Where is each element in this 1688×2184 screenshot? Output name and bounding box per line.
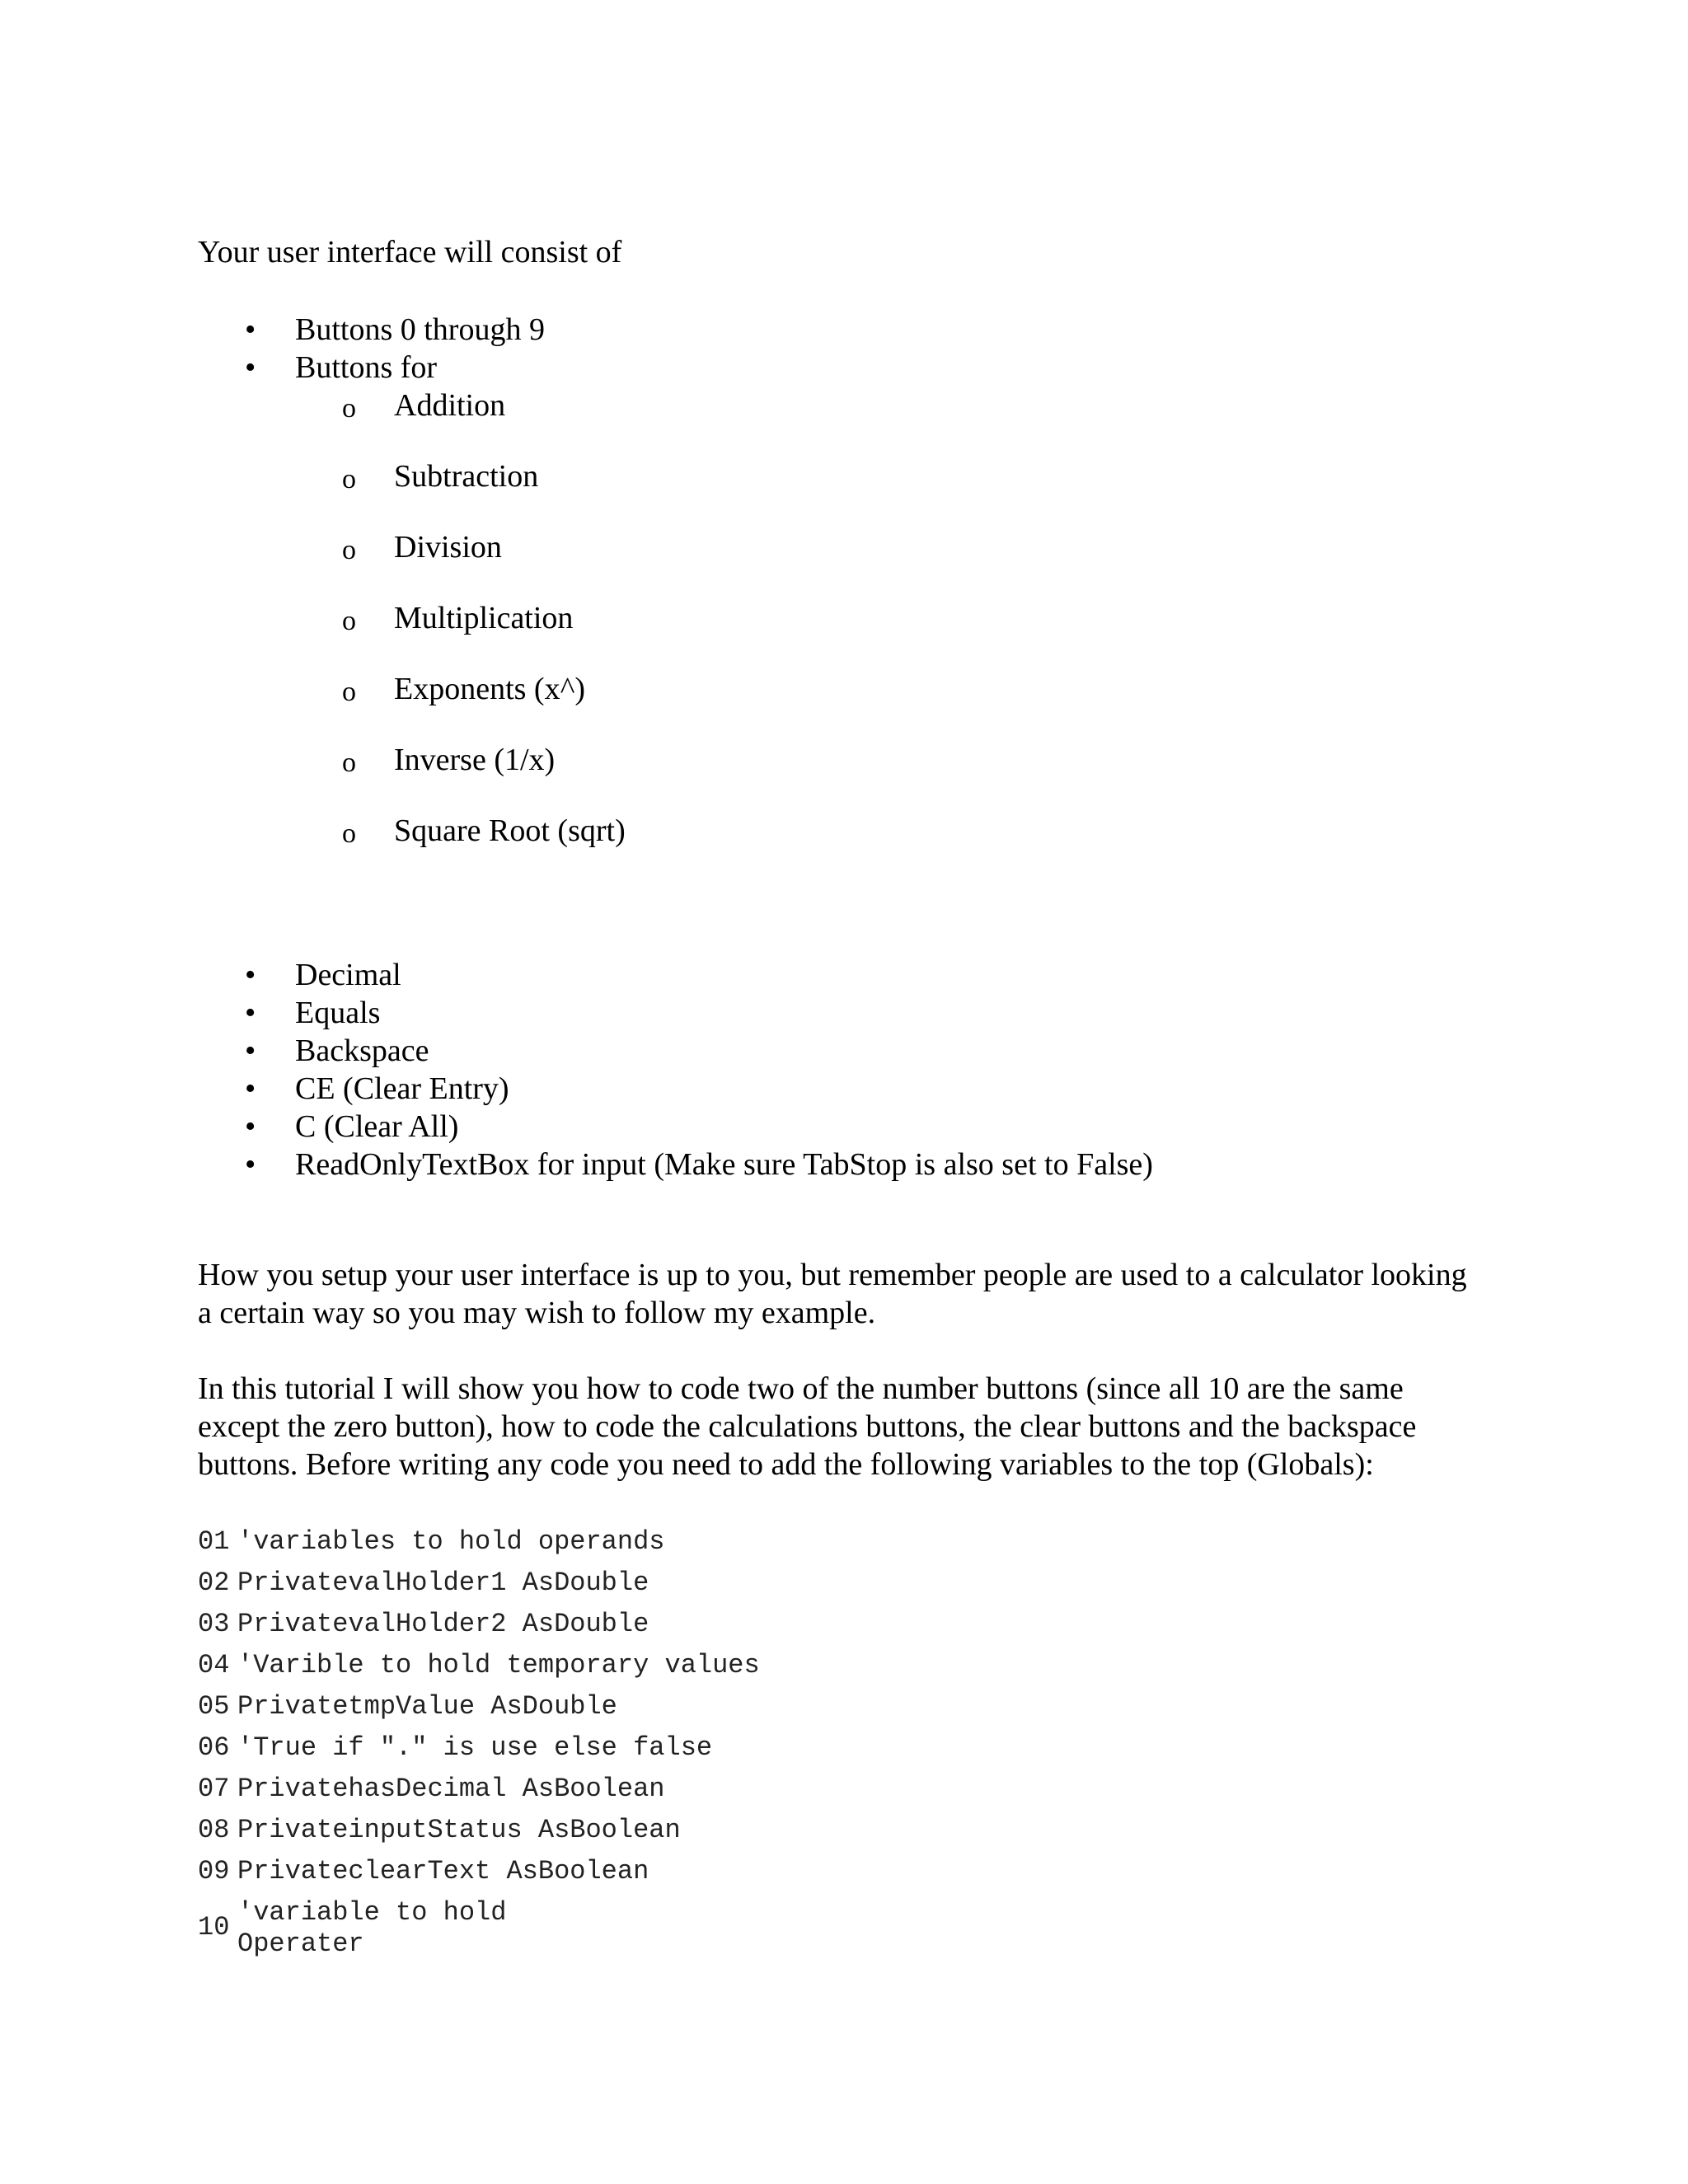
code-line	[198, 1897, 1434, 1963]
sub-list-item-label: Exponents (x^)	[394, 672, 586, 706]
code-text: PrivateclearText AsBoolean	[237, 1856, 649, 1886]
sub-list-item-label: Division	[394, 530, 502, 565]
line-number: 05	[198, 1691, 230, 1722]
sub-list-item-label: Addition	[394, 388, 506, 423]
intro-text: Your user interface will consist of	[198, 235, 622, 269]
list-item	[198, 311, 545, 349]
code-line	[198, 1526, 1434, 1568]
list-item-label: Buttons 0 through 9	[295, 312, 545, 347]
code-text: 'variable to hold Operater	[237, 1897, 523, 1959]
list-item	[198, 994, 1153, 1032]
line-number: 03	[198, 1609, 230, 1639]
code-line	[198, 1774, 1434, 1815]
line-number: 02	[198, 1568, 230, 1598]
code-text: PrivatevalHolder1 AsDouble	[237, 1568, 649, 1598]
bottom-bullet-list	[198, 956, 1153, 1183]
list-item-label: CE (Clear Entry)	[295, 1071, 509, 1106]
circle-bullet-icon: o	[342, 818, 356, 849]
sub-list-item-label: Square Root (sqrt)	[394, 813, 626, 848]
line-number: 01	[198, 1526, 230, 1557]
code-line	[198, 1609, 1434, 1650]
bullet-icon: •	[245, 958, 256, 992]
list-item-label: C (Clear All)	[295, 1109, 459, 1144]
circle-bullet-icon: o	[342, 464, 356, 494]
code-listing	[198, 1526, 1434, 1963]
sub-list-item	[342, 741, 626, 812]
circle-bullet-icon: o	[342, 535, 356, 565]
bullet-icon: •	[245, 312, 256, 347]
list-item-label: Backspace	[295, 1033, 429, 1068]
list-item-label: Equals	[295, 996, 381, 1030]
code-text: 'True if "." is use else false	[237, 1732, 713, 1763]
list-item	[198, 349, 545, 387]
bullet-icon: •	[245, 996, 256, 1030]
bullet-icon: •	[245, 1071, 256, 1106]
sub-list-item	[342, 670, 626, 741]
line-number: 10	[198, 1912, 230, 1943]
list-item	[198, 956, 1153, 994]
sub-list-item	[342, 812, 626, 883]
code-text: PrivatehasDecimal AsBoolean	[237, 1774, 665, 1804]
circle-bullet-icon: o	[342, 393, 356, 424]
sub-list-item	[342, 387, 626, 457]
bullet-icon: •	[245, 1109, 256, 1144]
sub-list-item	[342, 457, 626, 528]
list-item	[198, 1070, 1153, 1108]
code-text: PrivatetmpValue AsDouble	[237, 1691, 617, 1722]
list-item	[198, 1032, 1153, 1070]
sub-list-item-label: Subtraction	[394, 459, 539, 494]
code-text: 'variables to hold operands	[237, 1526, 665, 1557]
code-line	[198, 1732, 1434, 1774]
sub-list-item-label: Inverse (1/x)	[394, 743, 556, 777]
list-item	[198, 1108, 1153, 1146]
code-text: 'Varible to hold temporary values	[237, 1650, 760, 1680]
code-line	[198, 1568, 1434, 1609]
sub-bullet-list	[342, 387, 626, 883]
bullet-icon: •	[245, 350, 256, 385]
code-line	[198, 1856, 1434, 1897]
line-number: 09	[198, 1856, 230, 1886]
circle-bullet-icon: o	[342, 677, 356, 707]
sub-list-item	[342, 599, 626, 670]
sub-list-item-label: Multiplication	[394, 601, 574, 635]
circle-bullet-icon: o	[342, 606, 356, 636]
paragraph-setup: How you setup your user interface is up to you, but remember people are used to a calculator looking a certain way so you may wish to follow my example.	[198, 1258, 1467, 1330]
bullet-icon: •	[245, 1147, 256, 1182]
code-line	[198, 1815, 1434, 1856]
line-number: 07	[198, 1774, 230, 1804]
list-item-label: ReadOnlyTextBox for input (Make sure TabStop is also set to False)	[295, 1147, 1153, 1182]
list-item-label: Decimal	[295, 958, 401, 992]
line-number: 08	[198, 1815, 230, 1845]
list-item	[198, 1146, 1153, 1183]
paragraph-tutorial: In this tutorial I will show you how to code two of the number buttons (since all 10 are the same except the zero button), how to code the calculations buttons, the clear buttons and the backspace buttons. Before writing any code you need to add the following variables to the top (Globals):	[198, 1371, 1417, 1482]
top-bullet-list	[198, 311, 545, 387]
circle-bullet-icon: o	[342, 748, 356, 778]
code-text: PrivatevalHolder2 AsDouble	[237, 1609, 649, 1639]
bullet-icon: •	[245, 1033, 256, 1068]
line-number: 06	[198, 1732, 230, 1763]
list-item-label: Buttons for	[295, 350, 438, 385]
line-number: 04	[198, 1650, 230, 1680]
sub-list-item	[342, 528, 626, 599]
code-line	[198, 1650, 1434, 1691]
code-line	[198, 1691, 1434, 1732]
code-text: PrivateinputStatus AsBoolean	[237, 1815, 681, 1845]
